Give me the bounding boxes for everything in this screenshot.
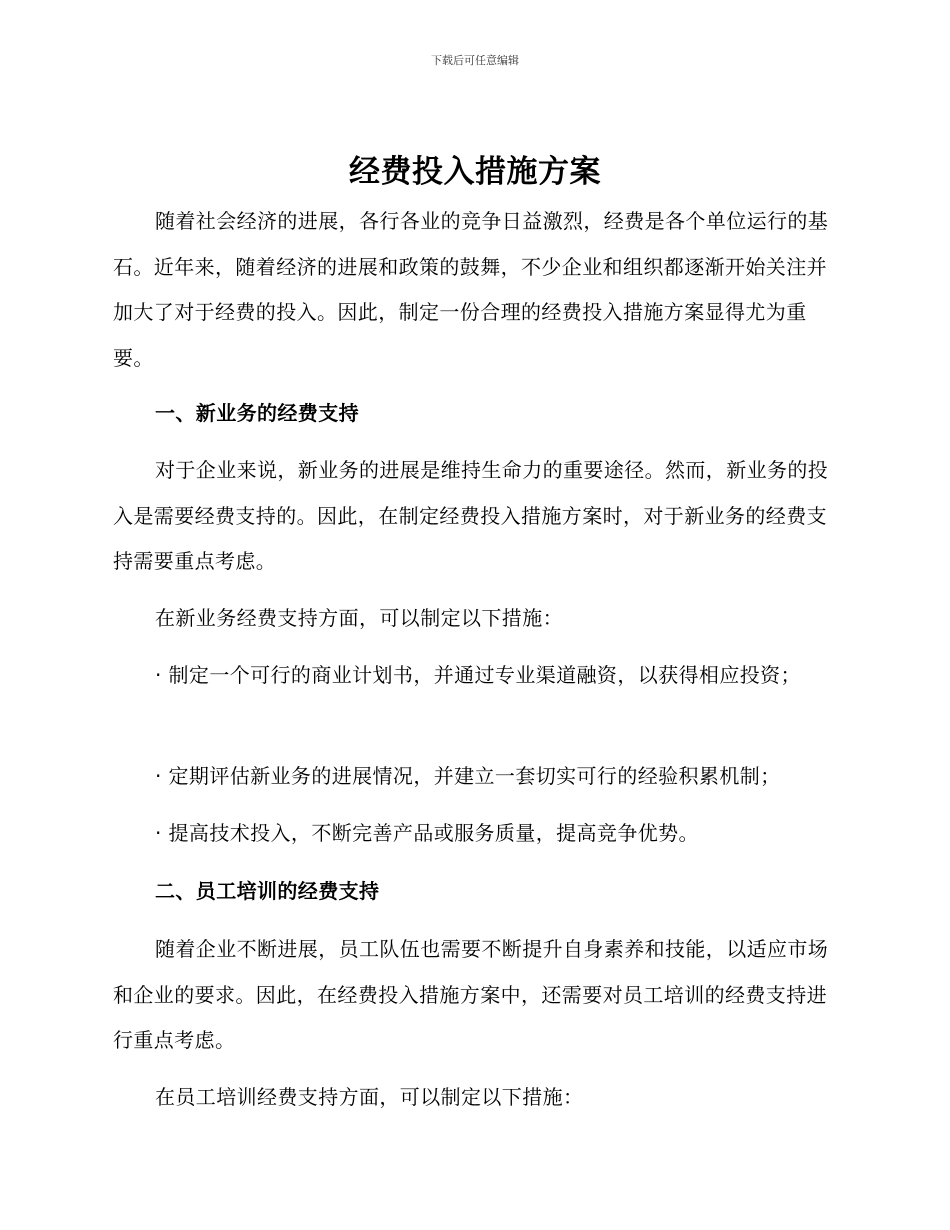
section-2-heading: 二、员工培训的经费支持 xyxy=(155,879,380,903)
section-1-paragraph: 对于企业来说，新业务的进展是维持生命力的重要途径。然而，新业务的投入是需要经费支持的。因此，在制定经费投入措施方案时，对于新业务的经费支持需要重点考虑。 xyxy=(113,458,829,573)
section-2-paragraph: 随着企业不断进展，员工队伍也需要不断提升自身素养和技能，以适应市场和企业的要求。因此，在经费投入措施方案中，还需要对员工培训的经费支持进行重点考虑。 xyxy=(113,937,829,1052)
section-2-measures-intro: 在员工培训经费支持方面，可以制定以下措施： xyxy=(155,1085,584,1109)
intro-paragraph: 随着社会经济的进展，各行各业的竞争日益激烈，经费是各个单位运行的基石。近年来，随着经济的进展和政策的鼓舞，不少企业和组织都逐渐开始关注并加大了对于经费的投入。因此，制定一份合理的经费投入措施方案显得尤为重要。 xyxy=(113,209,829,370)
bullet-item: · 提高技术投入，不断完善产品或服务质量，提高竞争优势。 xyxy=(155,821,699,845)
document-title: 经费投入措施方案 xyxy=(349,154,601,190)
bullet-item: · 制定一个可行的商业计划书，并通过专业渠道融资，以获得相应投资； xyxy=(155,663,801,687)
bullet-item: · 定期评估新业务的进展情况，并建立一套切实可行的经验积累机制； xyxy=(155,764,781,788)
section-1-measures-intro: 在新业务经费支持方面，可以制定以下措施： xyxy=(155,606,563,630)
page-header: 下载后可任意编辑 xyxy=(431,54,519,67)
section-1-heading: 一、新业务的经费支持 xyxy=(155,401,359,425)
